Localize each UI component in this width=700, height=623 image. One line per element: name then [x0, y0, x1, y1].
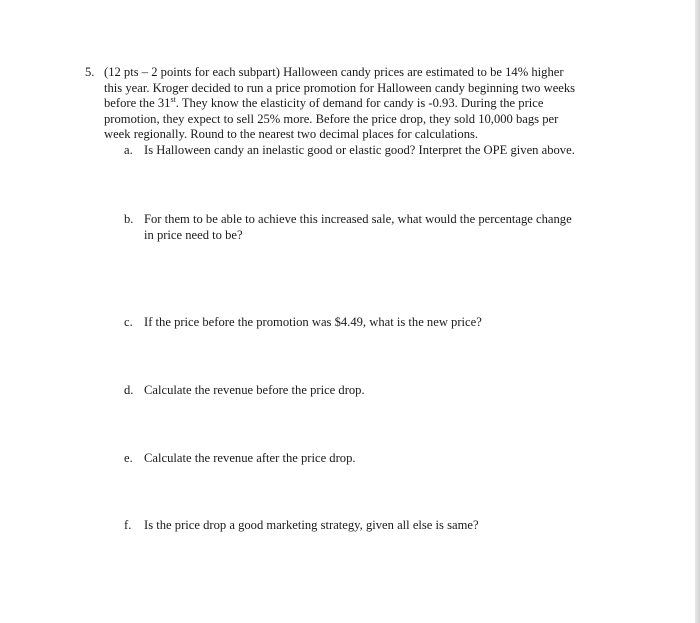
question-number: 5. [85, 65, 95, 79]
subpart-letter: a. [124, 143, 133, 157]
subpart-line: For them to be able to achieve this increased sale, what would the percentage change [144, 212, 572, 226]
question-line-text: before the 31 [104, 96, 171, 111]
subpart-line: Is Halloween candy an inelastic good or elastic good? Interpret the OPE given above. [144, 143, 575, 157]
ordinal-superscript: st [170, 95, 176, 104]
question-line: (12 pts – 2 points for each subpart) Halloween candy prices are estimated to be 14% higher [104, 65, 564, 79]
subpart-line: Is the price drop a good marketing strategy, given all else is same? [144, 518, 479, 532]
subpart-letter: e. [124, 451, 133, 465]
subpart-letter: d. [124, 383, 134, 397]
subpart-text [144, 383, 365, 399]
question-line: week regionally. Round to the nearest two decimal places for calculations. [104, 127, 479, 142]
subpart-line: Calculate the revenue before the price drop. [144, 383, 365, 397]
question-line [104, 96, 624, 112]
subpart-text [144, 315, 482, 331]
question-text [104, 65, 624, 143]
subpart-letter: c. [124, 315, 133, 329]
subpart-text [144, 143, 575, 159]
question-line-text: . They know the elasticity of demand for candy is -0.93. During the price [175, 96, 544, 111]
page-edge-shadow [695, 0, 700, 623]
subpart-letter: f. [124, 518, 132, 532]
subpart-letter: b. [124, 212, 134, 226]
subpart-line: Calculate the revenue after the price drop. [144, 451, 356, 465]
question-line: this year. Kroger decided to run a price promotion for Halloween candy beginning two weeks [104, 80, 576, 95]
subpart-text [144, 518, 479, 534]
subpart-line: in price need to be? [144, 227, 243, 242]
subpart-line: If the price before the promotion was $4.49, what is the new price? [144, 315, 482, 329]
subpart-text [144, 451, 356, 467]
subpart-text [144, 212, 572, 243]
question-line: promotion, they expect to sell 25% more. Before the price drop, they sold 10,000 bags per [104, 111, 559, 126]
